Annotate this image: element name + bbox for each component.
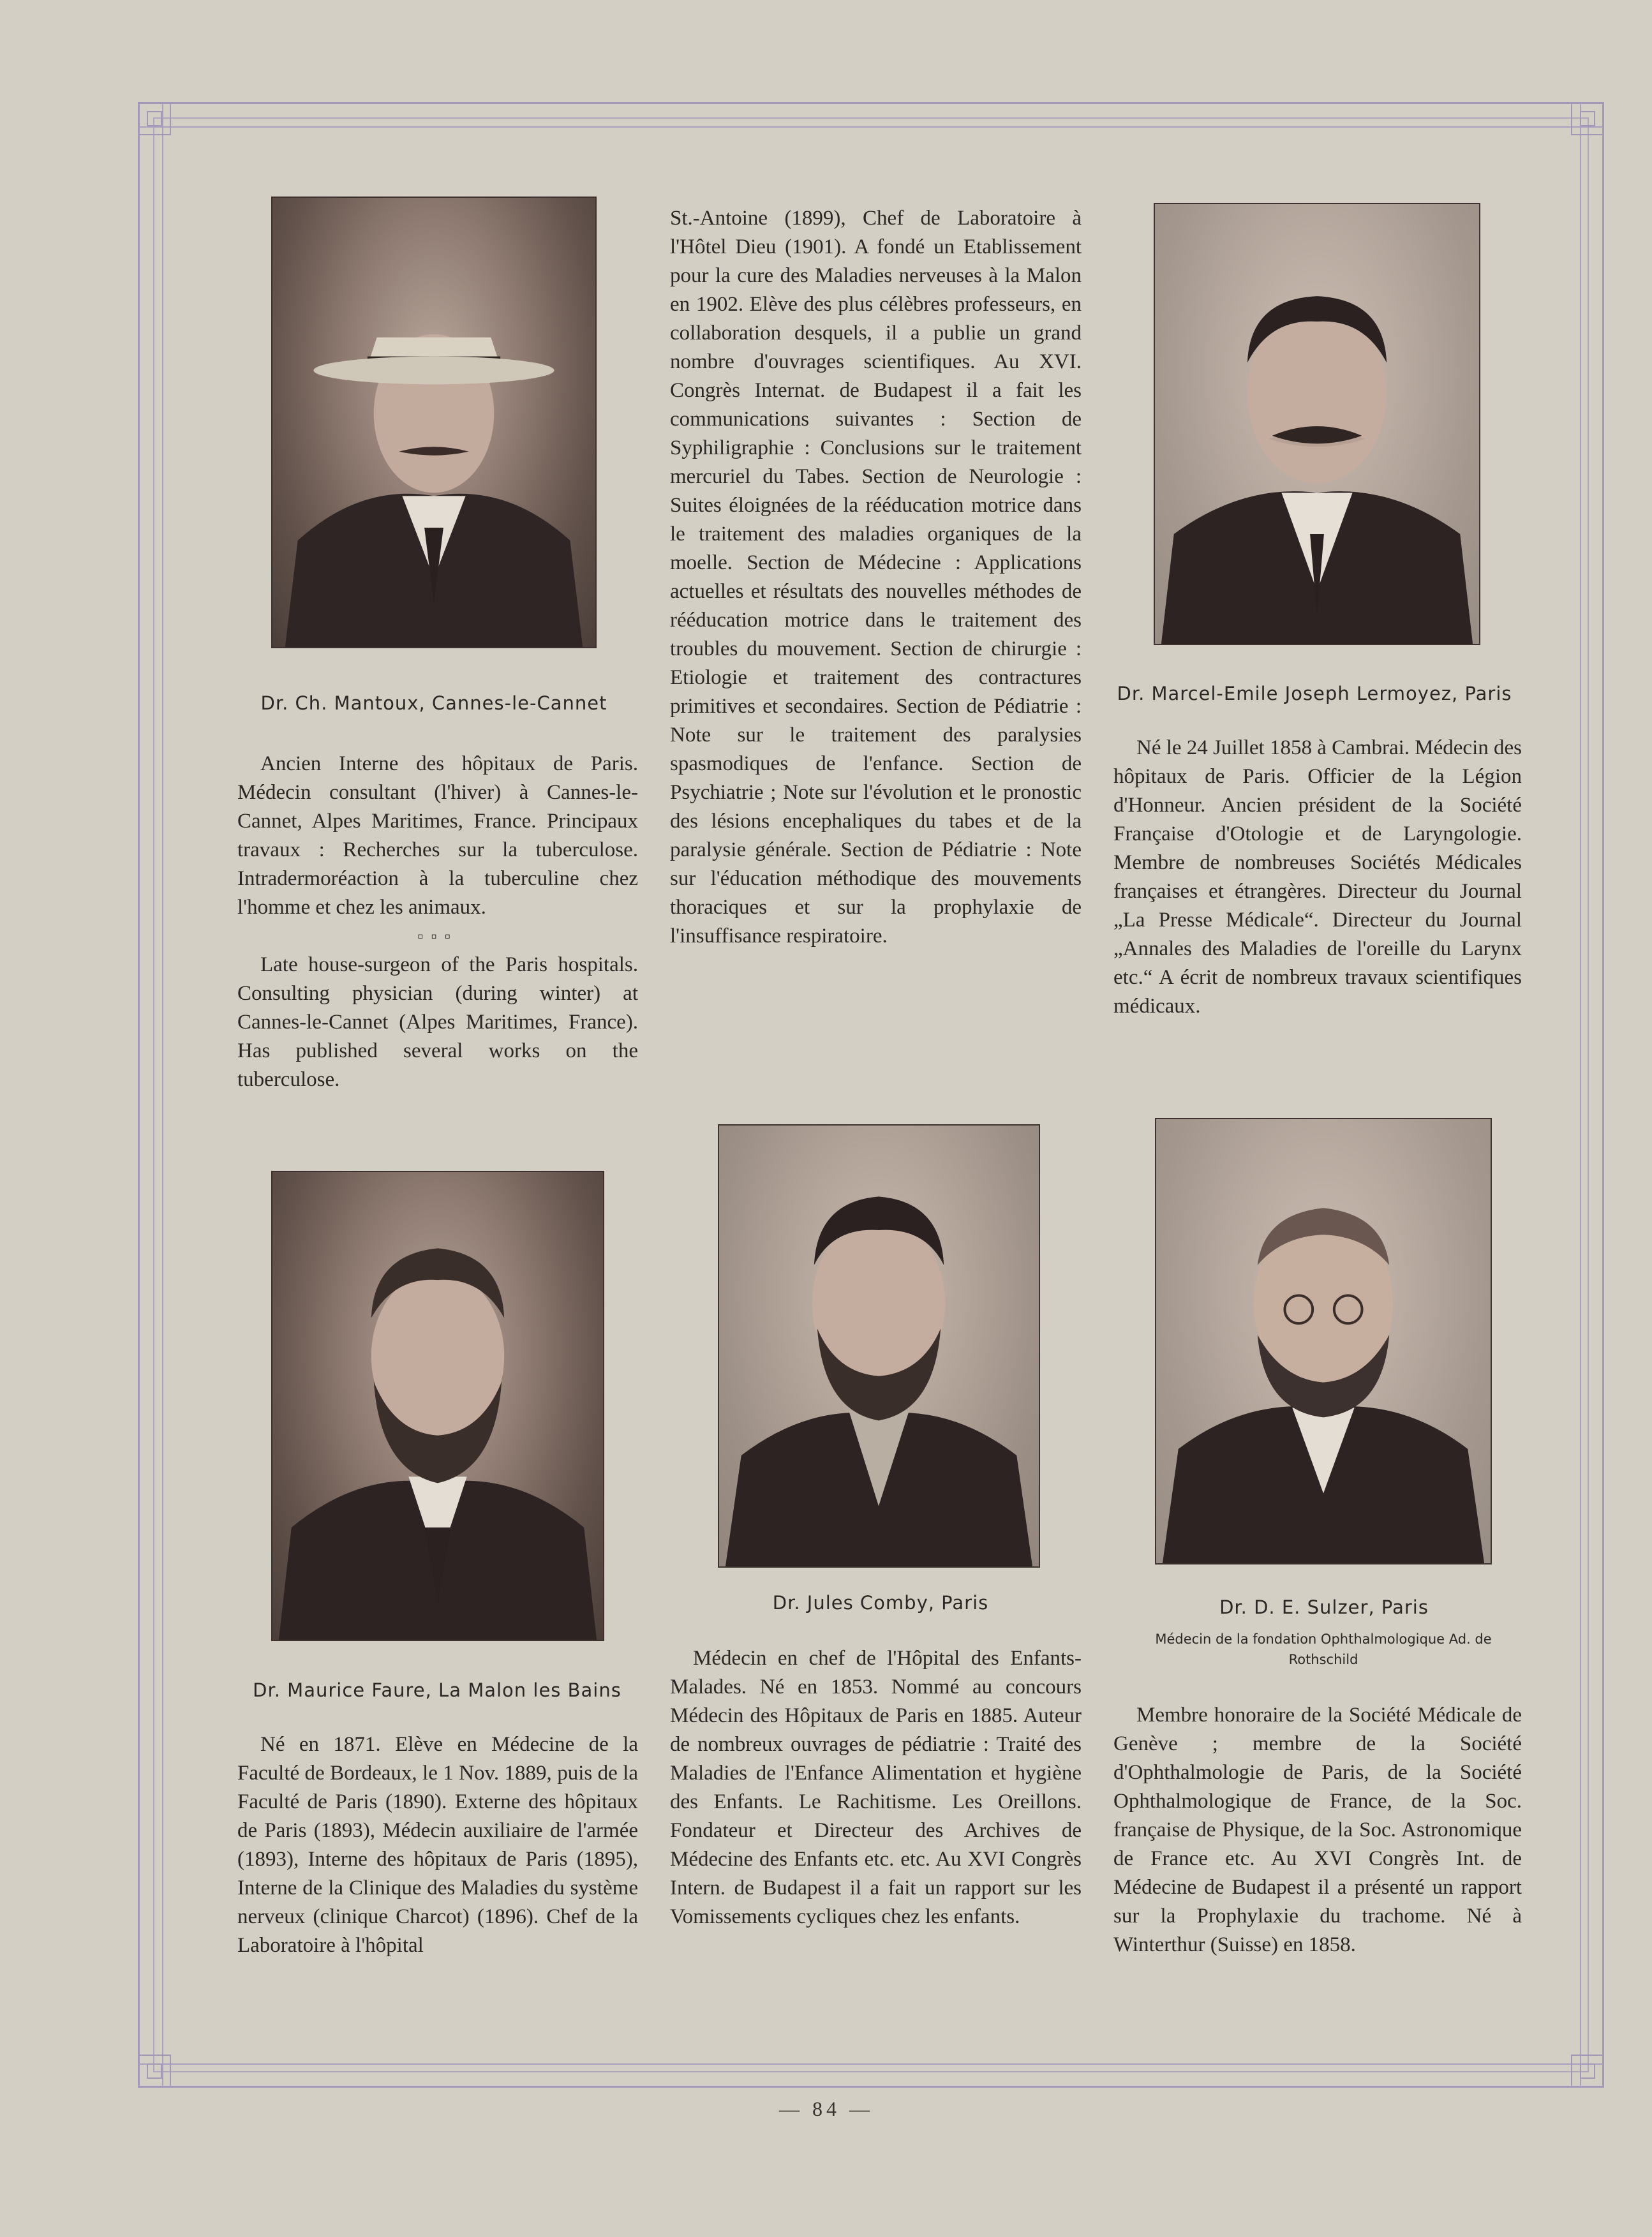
bio-text-lermoyez: Né le 24 Juillet 1858 à Cambrai. Médecin des hôpitaux de Paris. Officier de la Légion d'Honneur. Ancien président de la Société Française d'Otologie et de Laryngologie. Membre de nombreuses Sociétés Médicales françaises et étrangères. Directeur du Journal „La Presse Médicale“. Directeur du Journal „Annales des Maladies de l'oreille du Larynx etc.“ A écrit de nombreux travaux scientifiques médicaux. [1113,736,1522,1018]
border-corner-ornament [138,2055,171,2088]
border-corner-ornament [1571,102,1604,135]
border-rule-right [1580,102,1581,2088]
portrait-photo [272,1172,603,1640]
border-rule-top [138,126,1604,128]
portrait-photo-comby [718,1124,1040,1568]
caption-comby: Dr. Jules Comby, Paris [772,1592,989,1614]
page-number: — 84 — [779,2097,874,2120]
portrait-photo-sulzer [1155,1118,1492,1564]
caption-mantoux: Dr. Ch. Mantoux, Cannes-le-Cannet [260,692,607,714]
portrait-photo-mantoux [271,197,597,648]
portrait-photo [1156,1119,1491,1563]
portrait-photo-faure [271,1171,604,1641]
portrait-photo [719,1126,1039,1566]
border-corner-ornament [1571,2055,1604,2088]
portrait-photo-lermoyez [1154,203,1480,645]
caption-lermoyez: Dr. Marcel-Emile Joseph Lermoyez, Paris [1117,683,1512,704]
subcaption-sulzer: Médecin de la fondation Ophthalmologique Ad. de Rothschild [1155,1631,1492,1667]
bio-text-fr: Ancien Interne des hôpitaux de Paris. Médecin consultant (l'hiver) à Cannes-le-Cannet, Alpes Maritimes, France. Principaux travaux : Recherches sur la tuberculose. Intradermoréaction à la tuberculine chez l'homme et chez les animaux. [237,752,638,919]
paragraph-separator: ▫▫▫ [417,927,458,946]
portrait-photo [272,198,595,647]
border-corner-ornament [138,102,171,135]
caption-sulzer: Dr. D. E. Sulzer, Paris [1219,1596,1429,1618]
bio-text-mantoux [237,750,638,1094]
bio-text-comby: Médecin en chef de l'Hôpital des Enfants-Malades. Né en 1853. Nommé au concours Médecin des Hôpitaux de Paris en 1885. Auteur de nombreux ouvrages de pédiatrie : Traité des Maladies de l'Enfance Alimentation et hygiène des Enfants. Le Rachitisme. Les Oreillons. Fondateur et Directeur des Archives de Médecine des Enfants etc. etc. Au XVI Congrès Intern. de Budapest il a fait un rapport sur les Vomissements cycliques chez les enfants. [670,1647,1082,1928]
border-rule-bottom [138,2063,1604,2065]
bio-text-faure-continuation: St.-Antoine (1899), Chef de Laboratoire à l'Hôtel Dieu (1901). A fondé un Etablissement pour la cure des Maladies nerveuses à la Malon en 1902. Elève des plus célèbres professeurs, en collaboration desquels, il a publie un grand nombre d'ouvrages scientifiques. Au XVI. Congrès Internat. de Budapest il a fait les communications suivantes : Section de Syphiligraphie : Conclusions sur le traitement mercuriel du Tabes. Section de Neurologie : Suites éloignées de la rééducation motrice dans le traitement des maladies organiques de la moelle. Section de Médecine : Applications actuelles et résultats des nouvelles méthodes de rééducation motrice dans le traitement des troubles du mouvement. Section de chirurgie : Etiologie et traitement des contractures primitives et secondaires. Section de Pédiatrie : Note sur le traitement des paralysies spasmodiques de l'enfance. Section de Psychiatrie ; Note sur l'évolution et le pronostic des lésions encephaliques du tabes et de la paralysie générale. Section de Pédiatrie : Note sur l'éducation méthodique des mouvements thoraciques et sur la prophylaxie de l'insuffisance respiratoire. [670,207,1082,948]
border-rule-left [162,102,163,2088]
bio-text-en: Late house-surgeon of the Paris hospitals. Consulting physician (during winter) at Cannes-le-Cannet (Alpes Maritimes, France). Has published several works on the tuberculose. [237,953,638,1091]
portrait-photo [1155,204,1479,644]
bio-text-faure: Né en 1871. Elève en Médecine de la Faculté de Bordeaux, le 1 Nov. 1889, puis de la Faculté de Paris (1890). Externe des hôpitaux de Paris (1893), Médecin auxiliaire de l'armée (1893), Interne des hôpitaux de Paris (1895), Interne de la Clinique des Maladies du système nerveux (clinique Charcot) (1896). Chef de la Laboratoire à l'hôpital [237,1733,638,1957]
caption-faure: Dr. Maurice Faure, La Malon les Bains [253,1679,621,1701]
bio-text-sulzer: Membre honoraire de la Société Médicale de Genève ; membre de la Société d'Ophthalmologie de Paris, de la Société Ophthalmologique de France, de la Soc. française de Physique, de la Soc. Astronomique de France etc. Au XVI Congrès Int. de Médecine de Budapest il a présenté un rapport sur la Prophylaxie du trachome. Né à Winterthur (Suisse) en 1858. [1113,1704,1522,1956]
